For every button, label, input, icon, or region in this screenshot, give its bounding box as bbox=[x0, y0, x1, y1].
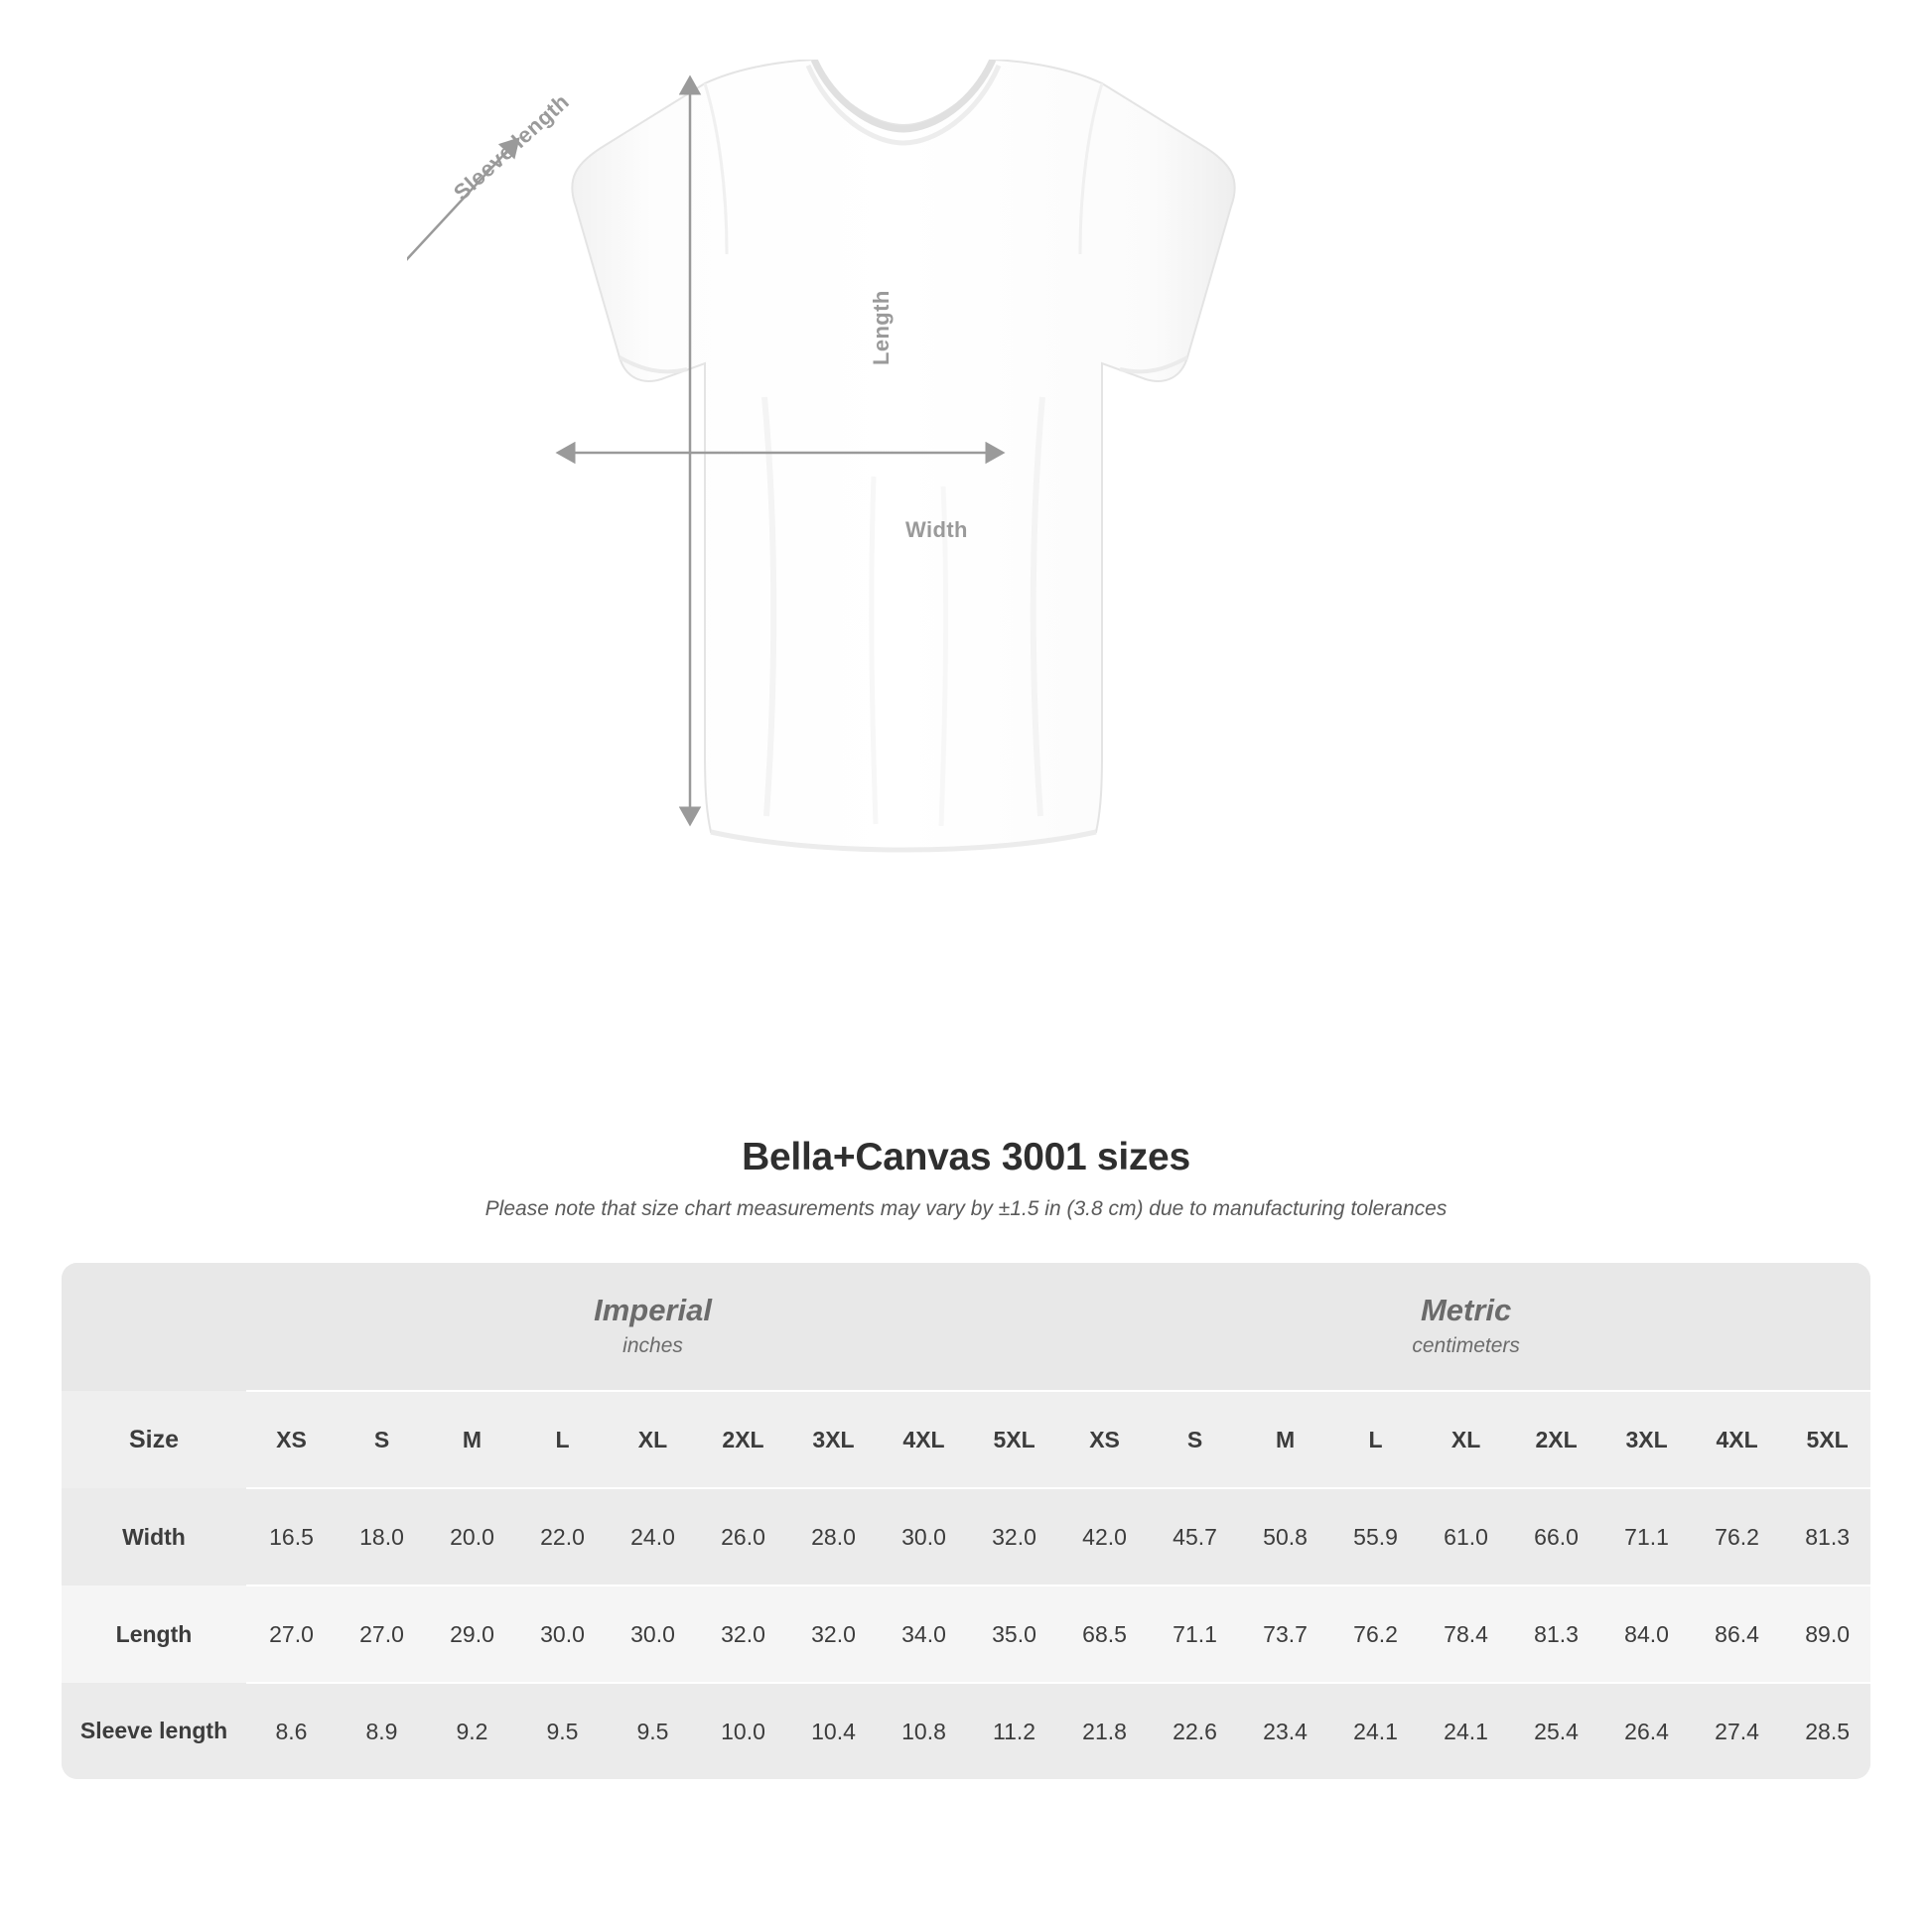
row-label-length: Length bbox=[62, 1586, 246, 1683]
sleeve-5xl-in: 11.2 bbox=[969, 1683, 1059, 1779]
sleeve-xl-cm: 24.1 bbox=[1421, 1683, 1511, 1779]
sleeve-m-cm: 23.4 bbox=[1240, 1683, 1330, 1779]
sleeve-4xl-cm: 27.4 bbox=[1692, 1683, 1782, 1779]
width-m-in: 20.0 bbox=[427, 1488, 517, 1586]
width-2xl-cm: 66.0 bbox=[1511, 1488, 1601, 1586]
length-5xl-in: 35.0 bbox=[969, 1586, 1059, 1683]
width-2xl-in: 26.0 bbox=[698, 1488, 788, 1586]
size-header-4xl-imperial: 4XL bbox=[879, 1391, 969, 1488]
sleeve-s-in: 8.9 bbox=[337, 1683, 427, 1779]
length-xl-in: 30.0 bbox=[608, 1586, 698, 1683]
width-l-cm: 55.9 bbox=[1330, 1488, 1421, 1586]
length-2xl-cm: 81.3 bbox=[1511, 1586, 1601, 1683]
sleeve-length-label: Sleeve length bbox=[449, 88, 574, 206]
dimension-lines bbox=[407, 60, 1400, 874]
length-2xl-in: 32.0 bbox=[698, 1586, 788, 1683]
size-corner-label: Size bbox=[62, 1391, 246, 1488]
sleeve-5xl-cm: 28.5 bbox=[1782, 1683, 1870, 1779]
length-5xl-cm: 89.0 bbox=[1782, 1586, 1870, 1683]
size-header-row bbox=[62, 1391, 1870, 1488]
width-l-in: 22.0 bbox=[517, 1488, 608, 1586]
size-header-xl-imperial: XL bbox=[608, 1391, 698, 1488]
sleeve-3xl-cm: 26.4 bbox=[1601, 1683, 1692, 1779]
table-row bbox=[62, 1586, 1870, 1683]
unit-metric-cell bbox=[1059, 1263, 1870, 1391]
width-xl-cm: 61.0 bbox=[1421, 1488, 1511, 1586]
sleeve-m-in: 9.2 bbox=[427, 1683, 517, 1779]
size-header-s-imperial: S bbox=[337, 1391, 427, 1488]
unit-metric-name: Metric bbox=[1420, 1292, 1512, 1327]
row-label-width: Width bbox=[62, 1488, 246, 1586]
size-header-m-imperial: M bbox=[427, 1391, 517, 1488]
unit-corner-cell bbox=[62, 1263, 246, 1391]
sleeve-s-cm: 22.6 bbox=[1150, 1683, 1240, 1779]
length-3xl-cm: 84.0 bbox=[1601, 1586, 1692, 1683]
width-xl-in: 24.0 bbox=[608, 1488, 698, 1586]
length-4xl-cm: 86.4 bbox=[1692, 1586, 1782, 1683]
size-header-s-metric: S bbox=[1150, 1391, 1240, 1488]
width-3xl-cm: 71.1 bbox=[1601, 1488, 1692, 1586]
unit-imperial-name: Imperial bbox=[594, 1292, 712, 1327]
size-header-xs-metric: XS bbox=[1059, 1391, 1150, 1488]
sleeve-l-cm: 24.1 bbox=[1330, 1683, 1421, 1779]
row-label-sleeve-length: Sleeve length bbox=[62, 1683, 246, 1779]
sleeve-4xl-in: 10.8 bbox=[879, 1683, 969, 1779]
length-m-in: 29.0 bbox=[427, 1586, 517, 1683]
width-5xl-in: 32.0 bbox=[969, 1488, 1059, 1586]
length-l-in: 30.0 bbox=[517, 1586, 608, 1683]
sleeve-2xl-in: 10.0 bbox=[698, 1683, 788, 1779]
length-label: Length bbox=[869, 290, 894, 365]
sleeve-xl-in: 9.5 bbox=[608, 1683, 698, 1779]
width-xs-in: 16.5 bbox=[246, 1488, 337, 1586]
size-header-l-metric: L bbox=[1330, 1391, 1421, 1488]
length-xl-cm: 78.4 bbox=[1421, 1586, 1511, 1683]
width-s-cm: 45.7 bbox=[1150, 1488, 1240, 1586]
width-5xl-cm: 81.3 bbox=[1782, 1488, 1870, 1586]
size-header-4xl-metric: 4XL bbox=[1692, 1391, 1782, 1488]
size-header-m-metric: M bbox=[1240, 1391, 1330, 1488]
size-header-xs-imperial: XS bbox=[246, 1391, 337, 1488]
width-3xl-in: 28.0 bbox=[788, 1488, 879, 1586]
width-xs-cm: 42.0 bbox=[1059, 1488, 1150, 1586]
size-table-wrapper bbox=[62, 1263, 1870, 1779]
length-4xl-in: 34.0 bbox=[879, 1586, 969, 1683]
length-s-in: 27.0 bbox=[337, 1586, 427, 1683]
sleeve-3xl-in: 10.4 bbox=[788, 1683, 879, 1779]
width-4xl-cm: 76.2 bbox=[1692, 1488, 1782, 1586]
size-header-3xl-metric: 3XL bbox=[1601, 1391, 1692, 1488]
title-block bbox=[0, 1136, 1932, 1221]
unit-imperial-sub: inches bbox=[622, 1333, 683, 1357]
length-xs-cm: 68.5 bbox=[1059, 1586, 1150, 1683]
sleeve-xs-cm: 21.8 bbox=[1059, 1683, 1150, 1779]
size-header-3xl-imperial: 3XL bbox=[788, 1391, 879, 1488]
table-row bbox=[62, 1683, 1870, 1779]
unit-metric-sub: centimeters bbox=[1412, 1333, 1520, 1357]
sleeve-xs-in: 8.6 bbox=[246, 1683, 337, 1779]
sleeve-l-in: 9.5 bbox=[517, 1683, 608, 1779]
length-m-cm: 73.7 bbox=[1240, 1586, 1330, 1683]
table-row bbox=[62, 1488, 1870, 1586]
size-header-xl-metric: XL bbox=[1421, 1391, 1511, 1488]
unit-header-row bbox=[62, 1263, 1870, 1391]
size-header-2xl-metric: 2XL bbox=[1511, 1391, 1601, 1488]
width-label: Width bbox=[905, 517, 968, 542]
width-m-cm: 50.8 bbox=[1240, 1488, 1330, 1586]
width-s-in: 18.0 bbox=[337, 1488, 427, 1586]
size-header-l-imperial: L bbox=[517, 1391, 608, 1488]
size-header-5xl-metric: 5XL bbox=[1782, 1391, 1870, 1488]
size-header-5xl-imperial: 5XL bbox=[969, 1391, 1059, 1488]
length-xs-in: 27.0 bbox=[246, 1586, 337, 1683]
unit-imperial-cell bbox=[246, 1263, 1059, 1391]
tolerance-note: Please note that size chart measurements may vary by ±1.5 in (3.8 cm) due to manufacturing tolerances bbox=[484, 1197, 1448, 1220]
page-title: Bella+Canvas 3001 sizes bbox=[742, 1136, 1190, 1178]
length-s-cm: 71.1 bbox=[1150, 1586, 1240, 1683]
sleeve-2xl-cm: 25.4 bbox=[1511, 1683, 1601, 1779]
length-l-cm: 76.2 bbox=[1330, 1586, 1421, 1683]
size-header-2xl-imperial: 2XL bbox=[698, 1391, 788, 1488]
length-3xl-in: 32.0 bbox=[788, 1586, 879, 1683]
size-table bbox=[62, 1263, 1870, 1779]
width-4xl-in: 30.0 bbox=[879, 1488, 969, 1586]
